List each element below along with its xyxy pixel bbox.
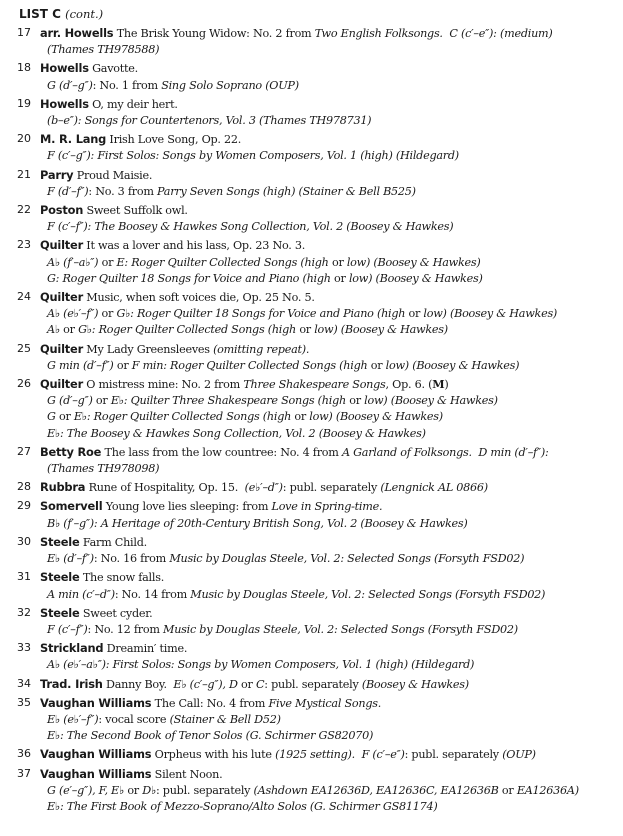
- list-item: [19, 376, 615, 442]
- item-number: 19: [17, 96, 31, 110]
- item-edition-line: [40, 426, 615, 442]
- item-title-line: [40, 237, 615, 254]
- item-title-line: [40, 695, 615, 712]
- italic-text: E♭: Quilter Three Shakespeare Songs (high: [110, 394, 346, 408]
- text: Farm Child.: [79, 535, 147, 549]
- item-title-line: [40, 131, 615, 148]
- item-title-line: [40, 534, 615, 551]
- italic-text: G (e′–g″), F, E♭: [47, 783, 125, 797]
- composer-name: Parry: [40, 167, 74, 182]
- item-number: 25: [17, 341, 31, 355]
- item-title-line: [40, 569, 615, 586]
- text: or: [92, 394, 111, 408]
- text: Dreamin′ time.: [103, 642, 188, 656]
- item-edition-line: [40, 322, 615, 338]
- italic-text: B♭ (f′–g″): A Heritage of 20th-Century British Song, Vol. 2 (Boosey & Hawkes): [47, 516, 468, 530]
- italic-text: E♭ (e♭′–f″): [47, 712, 99, 726]
- text: The lass from the low countree: No. 4 from: [101, 445, 342, 459]
- italic-text: G♭: Roger Quilter Collected Songs (high: [78, 323, 297, 337]
- item-edition-line: [40, 799, 615, 815]
- list-item: [19, 444, 615, 477]
- item-edition-line: [40, 712, 615, 728]
- text: It was a lover and his lass, Op. 23 No. 3.: [83, 239, 306, 253]
- text: or: [498, 783, 517, 797]
- text: Danny Boy.: [102, 677, 174, 691]
- text: The Call: No. 4 from: [151, 696, 269, 710]
- item-title-line: [40, 289, 615, 306]
- text: Orpheus with his lute: [151, 748, 276, 762]
- list-item: [19, 676, 615, 693]
- item-number: 37: [17, 766, 31, 780]
- italic-text: Parry Seven Songs (high) (Stainer & Bell B525): [157, 184, 416, 198]
- list-continued-note: (cont.): [65, 7, 104, 21]
- composer-name: Vaughan Williams: [40, 747, 152, 762]
- italic-text: G: [47, 410, 56, 424]
- text: or: [237, 677, 256, 691]
- composer-name: Quilter: [40, 377, 83, 392]
- text: Sweet cyder.: [79, 606, 153, 620]
- italic-text: E♭: The Second Book of Tenor Solos (G. Schirmer GS82070): [47, 729, 374, 743]
- text: O, my deir hert.: [88, 97, 178, 111]
- item-title-line: [40, 341, 615, 358]
- text: The Brisk Young Widow: No. 2 from: [113, 27, 315, 40]
- text: : No. 16 from: [93, 552, 170, 566]
- italic-text: low) (Boosey & Hawkes): [364, 394, 498, 408]
- item-number: 18: [17, 61, 31, 75]
- italic-text: (e♭′–d″): [244, 481, 283, 495]
- composer-name: Strickland: [40, 641, 104, 656]
- text: or: [291, 410, 310, 424]
- composer-name: Quilter: [40, 238, 83, 253]
- composer-name: Steele: [40, 570, 80, 585]
- italic-text: low) (Boosey & Hawkes): [423, 307, 558, 321]
- text: Rune of Hospitality, Op. 15.: [85, 481, 245, 495]
- italic-text: F (d′–f″): [47, 184, 89, 198]
- item-edition-line: [40, 516, 615, 532]
- item-number: 36: [17, 747, 31, 761]
- item-title-line: [40, 444, 615, 461]
- text: [355, 748, 362, 761]
- text: The snow falls.: [79, 571, 165, 585]
- italic-text: C: [255, 677, 265, 691]
- item-number: 23: [17, 238, 31, 252]
- composer-name: Howells: [40, 96, 89, 111]
- italic-text: Five Mystical Songs.: [268, 696, 382, 710]
- item-number: 24: [17, 290, 31, 304]
- composer-name: Trad. Irish: [40, 676, 103, 691]
- text: : No. 14 from: [114, 587, 191, 601]
- list-item: [19, 766, 615, 816]
- list-item: [19, 237, 615, 287]
- italic-text: A♭ (f′–a♭″): [47, 255, 99, 269]
- italic-text: (Ashdown EA12636D, EA12636C, EA12636B: [253, 783, 499, 797]
- item-edition-line: [40, 461, 615, 477]
- text: : publ. separately: [282, 481, 381, 495]
- italic-text: G min (d′–f″): [47, 358, 114, 372]
- item-title-line: [40, 376, 615, 393]
- italic-text: A min (c′–d″): [47, 587, 115, 601]
- italic-text: Love in Spring-time.: [271, 500, 383, 514]
- item-number: 33: [17, 641, 31, 655]
- italic-text: (1925 setting).: [275, 748, 355, 762]
- composer-name: Steele: [40, 534, 80, 549]
- composer-name: arr. Howells: [40, 26, 114, 40]
- list-item: [19, 569, 615, 602]
- italic-text: A Garland of Folksongs.: [341, 445, 472, 459]
- item-title-line: [40, 25, 615, 42]
- italic-text: E♭: Roger Quilter Collected Songs (high: [73, 410, 292, 424]
- item-edition-line: [40, 148, 615, 164]
- list-item: [19, 25, 615, 58]
- italic-text: (Boosey & Hawkes): [361, 677, 469, 691]
- text: Gavotte.: [88, 62, 138, 76]
- italic-text: E♭ (c′–g″), D: [173, 677, 238, 691]
- item-number: 26: [17, 377, 31, 391]
- text: or: [296, 323, 315, 337]
- list-item: [19, 96, 615, 129]
- list-item: [19, 605, 615, 638]
- item-edition-line: [40, 219, 615, 235]
- text: or: [98, 307, 117, 321]
- item-edition-line: [40, 306, 615, 322]
- item-title-line: [40, 202, 615, 219]
- bold-marker: M: [432, 377, 445, 392]
- item-title-line: [40, 167, 615, 184]
- text: , Op. 6. (: [385, 378, 433, 392]
- item-number: 27: [17, 444, 31, 458]
- item-number: 31: [17, 570, 31, 584]
- item-edition-line: [40, 42, 615, 58]
- italic-text: (omitting repeat).: [213, 342, 310, 356]
- composer-name: Vaughan Williams: [40, 766, 152, 781]
- italic-text: Music by Douglas Steele, Vol. 2: Selected Songs (Forsyth FSD02): [190, 587, 546, 601]
- item-title-line: [40, 676, 615, 693]
- item-title-line: [40, 640, 615, 657]
- item-number: 17: [17, 26, 31, 39]
- composer-name: Quilter: [40, 341, 83, 356]
- item-edition-line: [40, 113, 615, 129]
- text: Silent Noon.: [151, 767, 223, 781]
- composer-name: Quilter: [40, 290, 83, 305]
- italic-text: E: Roger Quilter Collected Songs (high: [116, 255, 329, 269]
- composer-name: Poston: [40, 203, 84, 218]
- list-item: [19, 498, 615, 531]
- list-item: [19, 640, 615, 673]
- italic-text: (b–e″): Songs for Countertenors, Vol. 3 (Thames TH978731): [47, 114, 372, 128]
- item-edition-line: [40, 622, 615, 638]
- text: O mistress mine: No. 2 from: [83, 378, 244, 392]
- item-edition-line: [40, 409, 615, 425]
- italic-text: G♭: Roger Quilter 18 Songs for Voice and Piano (high: [116, 307, 406, 321]
- italic-text: (Stainer & Bell D52): [169, 712, 281, 726]
- list-item: [19, 746, 615, 763]
- italic-text: (OUP): [502, 748, 536, 762]
- item-number: 30: [17, 534, 31, 548]
- list-item: [19, 534, 615, 567]
- item-edition-line: [40, 271, 615, 287]
- item-number: 29: [17, 499, 31, 513]
- italic-text: F (c′–f″): [47, 622, 88, 636]
- composer-name: Rubbra: [40, 480, 86, 495]
- text: or: [113, 358, 132, 372]
- item-edition-line: [40, 551, 615, 567]
- italic-text: D♭: [142, 783, 156, 797]
- italic-text: F min: Roger Quilter Collected Songs (high: [131, 358, 368, 372]
- item-edition-line: [40, 358, 615, 374]
- item-edition-line: [40, 783, 615, 799]
- text: or: [330, 271, 349, 285]
- italic-text: G: Roger Quilter 18 Songs for Voice and Piano (high: [47, 271, 331, 285]
- item-number: 22: [17, 203, 31, 217]
- text: : publ. separately: [155, 783, 254, 797]
- italic-text: (Thames TH978588): [47, 43, 160, 57]
- composer-name: Vaughan Williams: [40, 695, 152, 710]
- italic-text: Three Shakespeare Songs: [243, 378, 386, 392]
- italic-text: F (c′–f″): The Boosey & Hawkes Song Collection, Vol. 2 (Boosey & Hawkes): [47, 220, 454, 234]
- list-item: [19, 341, 615, 374]
- list-item: [19, 167, 615, 200]
- item-title-line: [40, 746, 615, 763]
- text: or: [124, 783, 143, 797]
- text: or: [345, 394, 365, 408]
- item-edition-line: [40, 184, 615, 200]
- item-title-line: [40, 498, 615, 515]
- item-number: 32: [17, 605, 31, 619]
- italic-text: low) (Boosey & Hawkes): [309, 410, 443, 424]
- item-title-line: [40, 479, 615, 496]
- composer-name: M. R. Lang: [40, 132, 107, 147]
- item-title-line: [40, 60, 615, 77]
- italic-text: low) (Boosey & Hawkes): [348, 271, 483, 285]
- italic-text: E♭: The First Book of Mezzo-Soprano/Alto Solos (G. Schirmer GS81174): [47, 799, 438, 813]
- item-title-line: [40, 96, 615, 113]
- text: Sweet Suffolk owl.: [83, 204, 188, 218]
- text: Young love lies sleeping: from: [102, 500, 272, 514]
- text: : publ. separately: [404, 748, 503, 762]
- text: or: [328, 255, 347, 269]
- item-edition-line: [40, 393, 615, 409]
- italic-text: Sing Solo Soprano (OUP): [161, 78, 299, 92]
- item-edition-line: [40, 587, 615, 603]
- composer-name: Howells: [40, 61, 89, 76]
- item-edition-line: [40, 255, 615, 271]
- item-edition-line: [40, 657, 615, 673]
- italic-text: Music by Douglas Steele, Vol. 2: Selected Songs (Forsyth FSD02): [169, 552, 525, 566]
- list-item: [19, 695, 615, 745]
- text: or: [367, 358, 386, 372]
- italic-text: D min (d′–f″):: [478, 445, 549, 459]
- list-heading: [19, 6, 615, 22]
- item-title-line: [40, 766, 615, 783]
- italic-text: G (d′–g″): [47, 78, 93, 92]
- text: : vocal score: [98, 712, 170, 726]
- italic-text: E♭: The Boosey & Hawkes Song Collection, Vol. 2 (Boosey & Hawkes): [47, 426, 426, 440]
- text: or: [405, 307, 424, 321]
- list-title: LIST C: [19, 7, 61, 21]
- composer-name: Somervell: [40, 499, 103, 514]
- italic-text: Music by Douglas Steele, Vol. 2: Selected Songs (Forsyth FSD02): [162, 622, 518, 636]
- italic-text: C (c′–e″): (medium): [449, 27, 553, 40]
- italic-text: A♭: [47, 323, 60, 337]
- composer-name: Betty Roe: [40, 444, 102, 459]
- text: : No. 1 from: [92, 78, 162, 92]
- item-number: 28: [17, 480, 31, 494]
- text: Music, when soft voices die, Op. 25 No. 5.: [83, 291, 315, 305]
- text: Irish Love Song, Op. 22.: [106, 133, 242, 147]
- italic-text: (Thames TH978098): [47, 462, 160, 476]
- text: : publ. separately: [264, 677, 362, 691]
- italic-text: A♭ (e♭′–f″): [47, 307, 99, 321]
- text: or: [59, 323, 79, 337]
- list-item: [19, 131, 615, 164]
- italic-text: F (c′–g″): First Solos: Songs by Women Composers, Vol. 1 (high) (Hildegard): [47, 149, 459, 163]
- list-item: [19, 60, 615, 93]
- italic-text: (Lengnick AL 0866): [380, 481, 488, 495]
- text: ): [444, 378, 449, 392]
- list-item: [19, 289, 615, 339]
- italic-text: G (d′–g″): [47, 394, 93, 408]
- text: : No. 12 from: [87, 622, 163, 636]
- item-edition-line: [40, 728, 615, 744]
- list-item: [19, 202, 615, 235]
- italic-text: Two English Folksongs.: [314, 27, 443, 40]
- italic-text: low) (Boosey & Hawkes): [385, 358, 520, 372]
- italic-text: low) (Boosey & Hawkes): [314, 323, 448, 337]
- list-item: [19, 479, 615, 496]
- item-title-line: [40, 605, 615, 622]
- italic-text: low) (Boosey & Hawkes): [346, 255, 481, 269]
- item-number: 21: [17, 167, 31, 181]
- text: or: [98, 255, 117, 269]
- item-number: 35: [17, 695, 31, 709]
- text: Proud Maisie.: [73, 168, 153, 182]
- item-edition-line: [40, 78, 615, 94]
- italic-text: A♭ (e♭′–a♭″): First Solos: Songs by Women Composers, Vol. 1 (high) (Hildegard): [47, 658, 475, 672]
- text: or: [55, 410, 74, 424]
- italic-text: E♭ (d′–f″): [47, 552, 94, 566]
- italic-text: F (c′–e″): [361, 748, 405, 762]
- item-number: 34: [17, 676, 31, 690]
- text: : No. 3 from: [88, 184, 157, 198]
- text: My Lady Greensleeves: [83, 342, 214, 356]
- italic-text: EA12636A): [516, 783, 579, 797]
- entry-list: [19, 25, 615, 815]
- composer-name: Steele: [40, 605, 80, 620]
- item-number: 20: [17, 132, 31, 146]
